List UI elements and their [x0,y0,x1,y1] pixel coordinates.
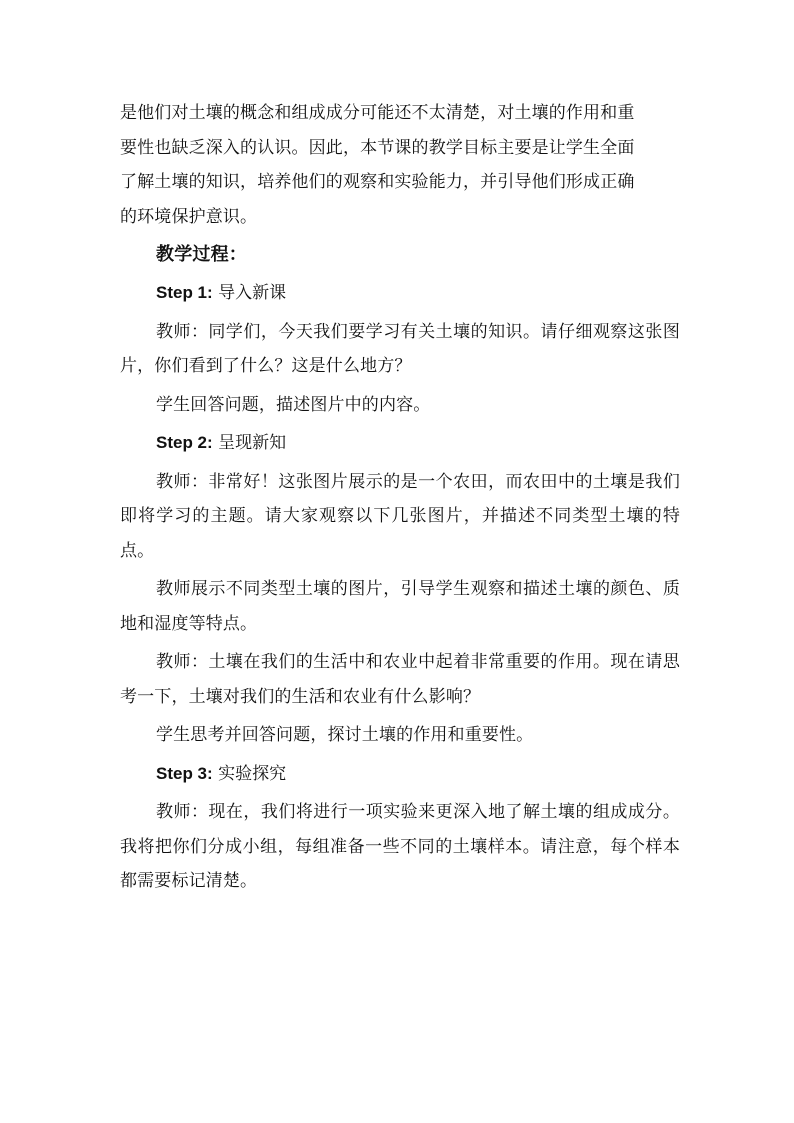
step-2-label: Step 2: [156,433,213,452]
step-2-teacher-paragraph-2: 教师：土壤在我们的生活中和农业中起着非常重要的作用。现在请思考一下，土壤对我们的生活和农业有什么影响？ [120,652,680,707]
step-1-student-paragraph: 学生回答问题，描述图片中的内容。 [156,394,431,415]
step-3-teacher-paragraph: 教师：现在，我们将进行一项实验来更深入地了解土壤的组成成分。我将把你们分成小组，每组准备一些不同的土壤样本。请注意，每个样本都需要标记清楚。 [120,802,680,891]
step-1-heading [120,276,680,311]
intro-line-3: 了解土壤的知识，培养他们的观察和实验能力，并引导他们形成正确 [120,172,635,192]
section-heading: 教学过程： [156,244,247,265]
intro-line-4: 的环境保护意识。 [120,206,258,227]
step-2-student-paragraph: 学生思考并回答问题，探讨土壤的作用和重要性。 [156,725,534,745]
document-body [120,96,680,899]
step-2-teacher-action-paragraph: 教师展示不同类型土壤的图片，引导学生观察和描述土壤的颜色、质地和湿度等特点。 [120,579,680,634]
intro-line-1: 是他们对土壤的概念和组成成分可能还不太清楚，对土壤的作用和重 [120,103,635,123]
step-2-title: 呈现新知 [218,433,287,453]
step-2-teacher-paragraph-1: 教师：非常好！这张图片展示的是一个农田，而农田中的土壤是我们即将学习的主题。请大家观察以下几张图片，并描述不同类型土壤的特点。 [120,471,680,561]
step-1-teacher-paragraph: 教师：同学们，今天我们要学习有关土壤的知识。请仔细观察这张图片，你们看到了什么？这是什么地方？ [120,321,680,376]
intro-paragraph [120,96,680,234]
step-3-heading [120,757,680,792]
intro-line-2: 要性也缺乏深入的认识。因此，本节课的教学目标主要是让学生全面 [120,137,635,158]
step-1-label: Step 1: [156,283,213,302]
step-1-title: 导入新课 [218,283,287,303]
step-2-heading [120,426,680,461]
step-3-label: Step 3: [156,763,213,783]
step-3-title: 实验探究 [218,763,287,784]
